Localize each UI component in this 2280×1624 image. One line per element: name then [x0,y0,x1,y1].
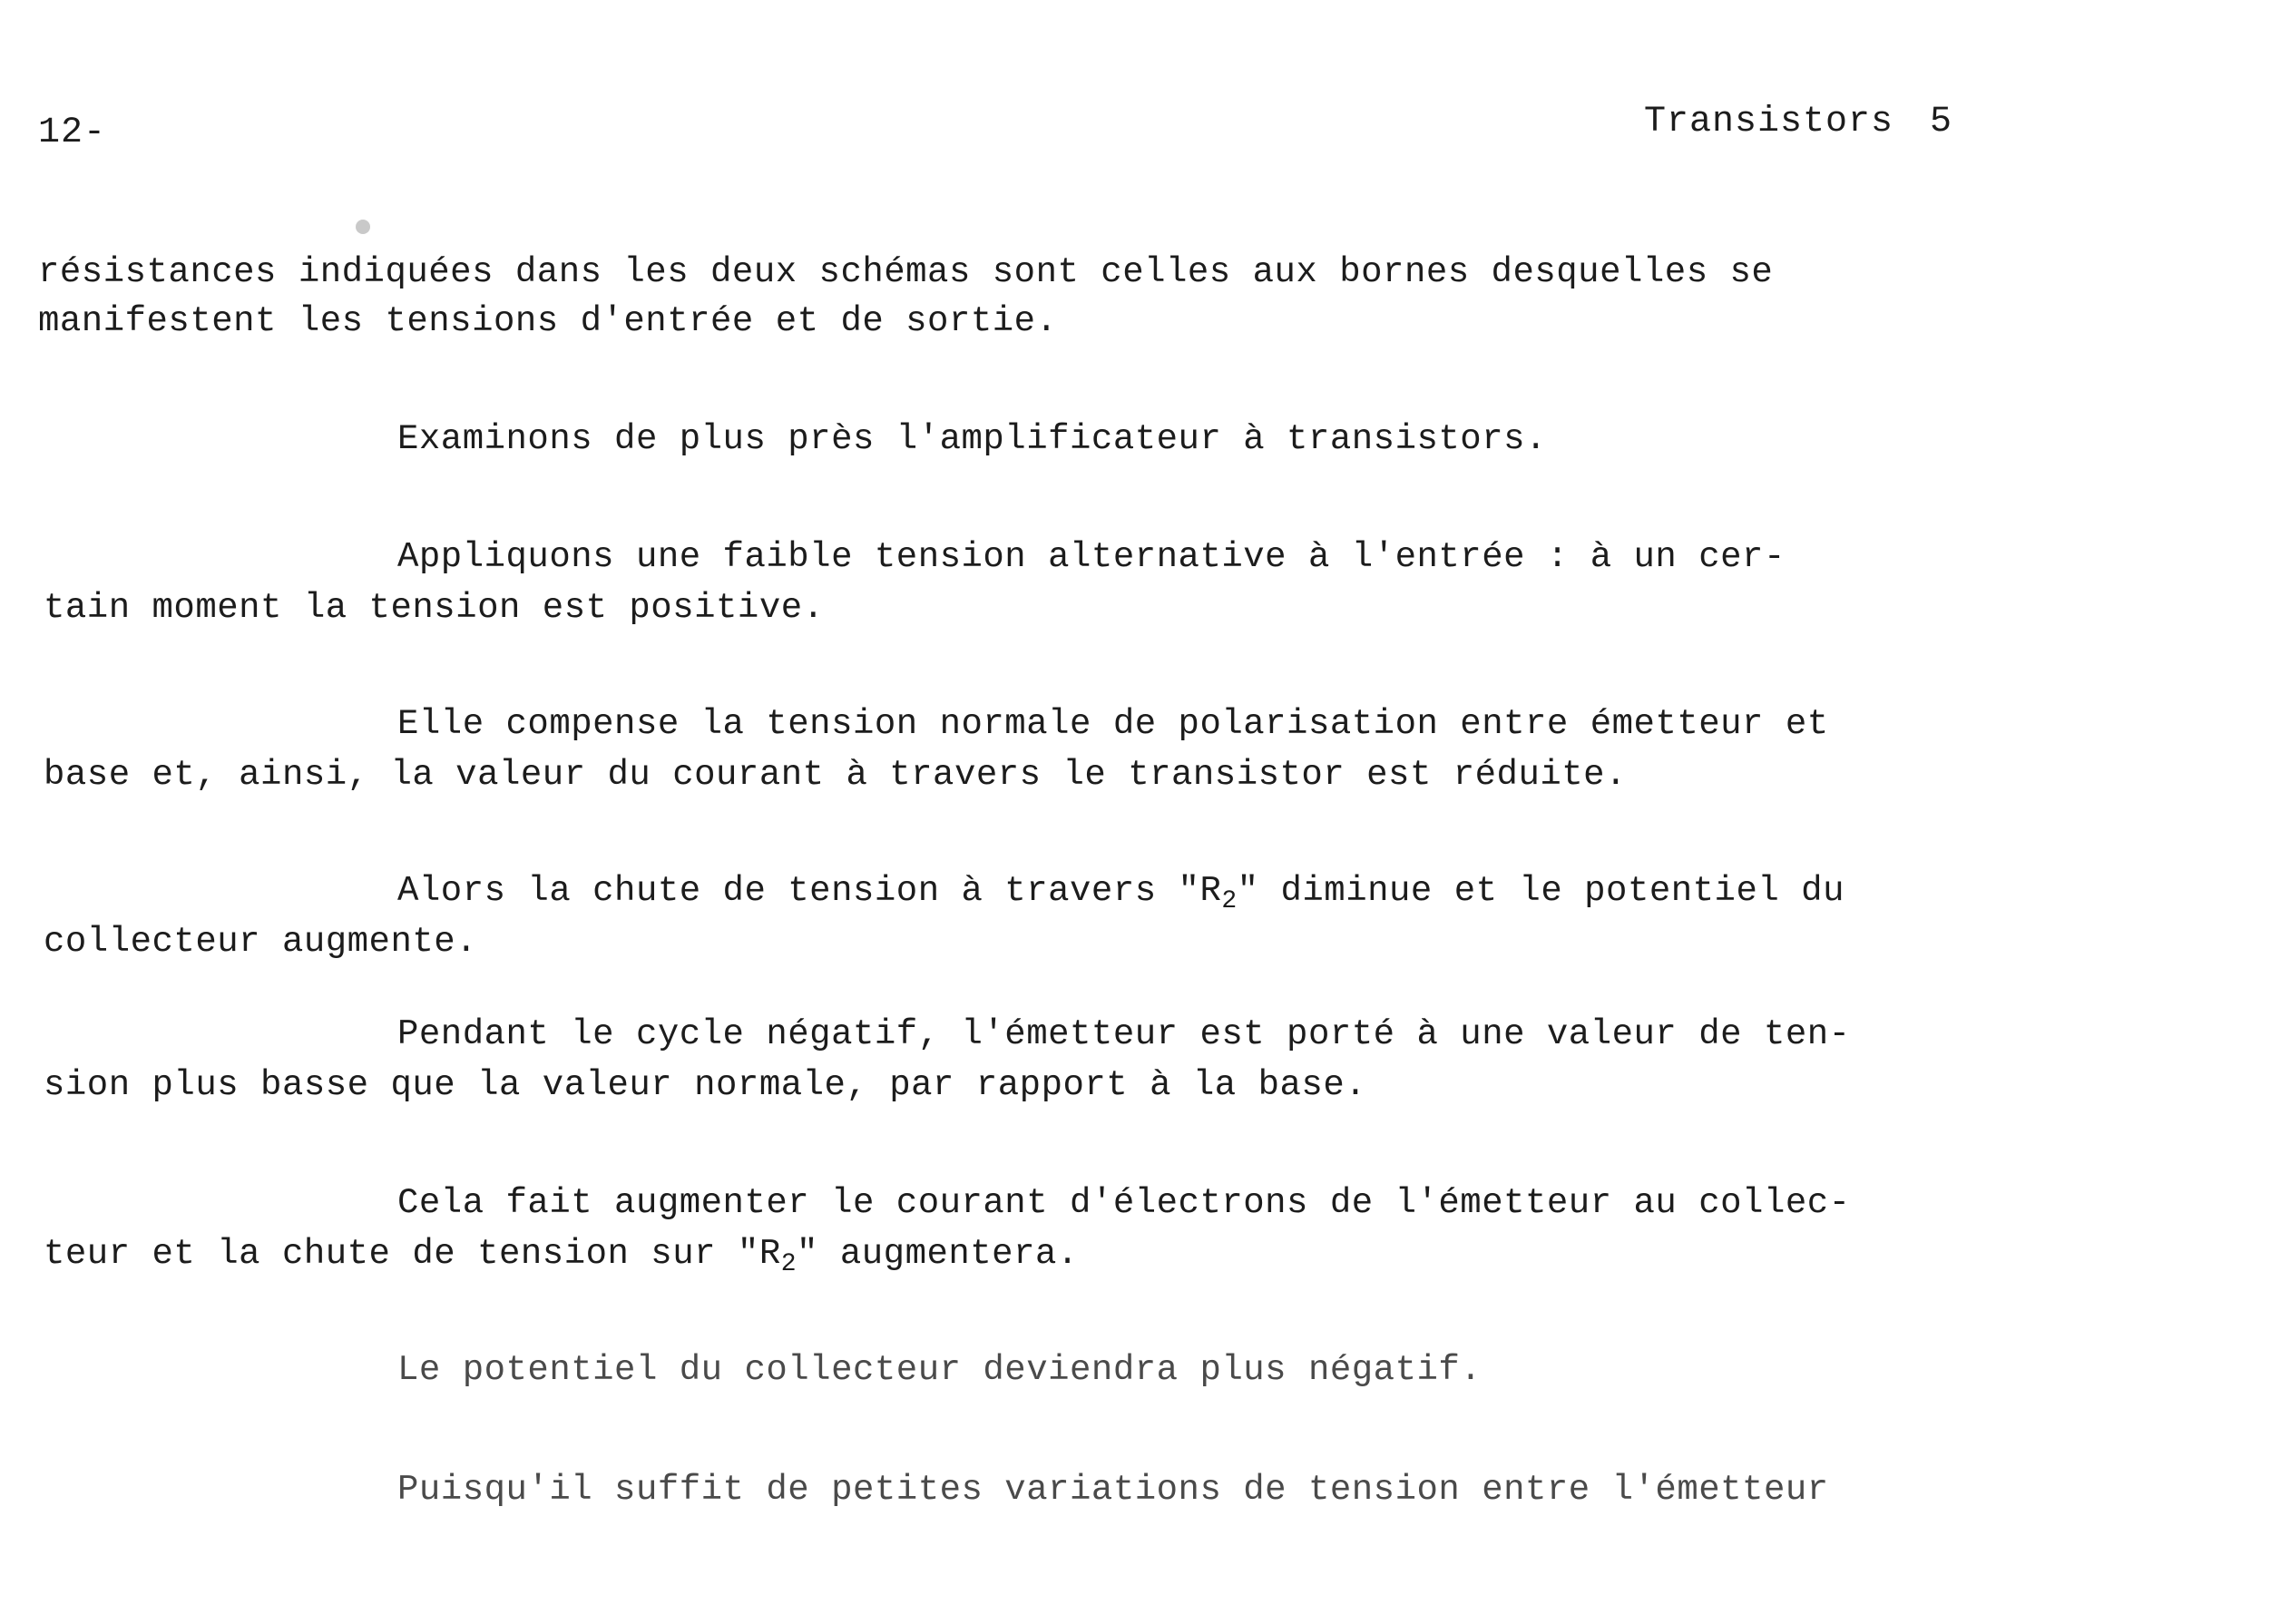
page-number: 12- [38,113,107,153]
body-line [397,871,1845,915]
text-run: teur et la chute de tension sur "R [44,1234,781,1274]
body-line: Pendant le cycle négatif, l'émetteur est porté à une valeur de ten- [397,1014,1851,1054]
subscript: 2 [780,1250,798,1278]
section-title: Transistors [1644,102,1894,142]
text-run: " augmentera. [797,1234,1079,1274]
decorative-dot [356,220,370,234]
text-run: " diminue et le potentiel du [1237,871,1845,911]
body-line: Appliquons une faible tension alternative à l'entrée : à un cer- [397,537,1786,577]
text-run: Alors la chute de tension à travers "R [397,871,1222,911]
body-line: tain moment la tension est positive. [44,588,825,628]
body-line: résistances indiquées dans les deux schémas sont celles aux bornes desquelles se [38,252,1774,292]
body-line: Puisqu'il suffit de petites variations de tension entre l'émetteur [397,1470,1829,1510]
body-line [44,1234,1079,1278]
body-line: collecteur augmente. [44,922,478,962]
section-number: 5 [1930,102,1953,142]
body-line: manifestent les tensions d'entrée et de sortie. [38,301,1058,341]
body-line: Examinons de plus près l'amplificateur à transistors. [397,419,1547,459]
body-line: base et, ainsi, la valeur du courant à travers le transistor est réduite. [44,755,1627,795]
body-line: Elle compense la tension normale de polarisation entre émetteur et [397,704,1829,744]
running-header [1644,102,1952,142]
body-line: sion plus basse que la valeur normale, par rapport à la base. [44,1065,1367,1105]
subscript: 2 [1221,887,1238,915]
body-line: Le potentiel du collecteur deviendra plus négatif. [397,1350,1482,1390]
body-line: Cela fait augmenter le courant d'électrons de l'émetteur au collec- [397,1183,1851,1223]
